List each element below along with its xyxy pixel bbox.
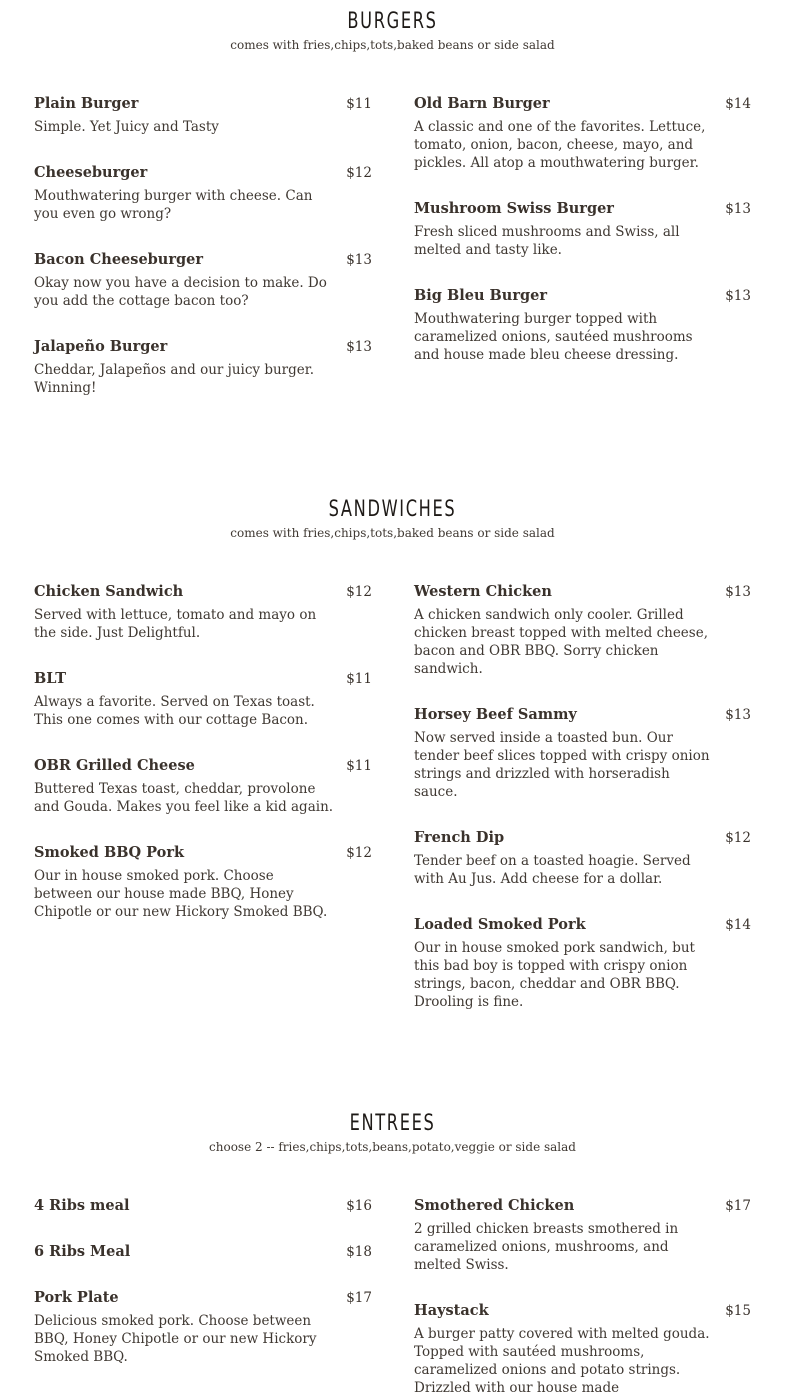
item-name: Horsey Beef Sammy	[414, 706, 577, 723]
item-price: $11	[346, 758, 372, 774]
menu-item	[34, 757, 372, 816]
item-description: A classic and one of the favorites. Lettuce, tomato, onion, bacon, cheese, mayo, and pickles. All atop a mouthwatering burger.	[414, 119, 706, 171]
menu-item	[414, 200, 751, 259]
menu-item	[34, 251, 372, 310]
menu-item	[414, 1302, 751, 1396]
item-description: Mouthwatering burger with cheese. Can you even go wrong?	[34, 188, 313, 222]
item-description: 2 grilled chicken breasts smothered in caramelized onions, mushrooms, and melted Swiss.	[414, 1221, 679, 1273]
item-description: Mouthwatering burger topped with caramelized onions, sautéed mushrooms and house made bleu cheese dressing.	[414, 311, 693, 363]
item-description: A burger patty covered with melted gouda. Topped with sautéed mushrooms, caramelized onions and potato strings. Drizzled with our house made	[414, 1326, 710, 1396]
item-price: $12	[346, 845, 372, 861]
item-price: $17	[725, 1198, 751, 1214]
item-description: A chicken sandwich only cooler. Grilled chicken breast topped with melted cheese, bacon and OBR BBQ. Sorry chicken sandwich.	[414, 607, 709, 677]
item-price: $13	[346, 339, 372, 355]
menu-item	[414, 916, 751, 1011]
section-subtitle: comes with fries,chips,tots,baked beans or side salad	[230, 38, 555, 52]
item-price: $13	[725, 288, 751, 304]
item-name: Jalapeño Burger	[34, 338, 168, 355]
menu-item	[34, 164, 372, 223]
menu-item	[414, 1197, 751, 1274]
menu-item	[414, 583, 751, 678]
item-name: Chicken Sandwich	[34, 583, 184, 600]
section-subtitle: comes with fries,chips,tots,baked beans or side salad	[230, 526, 555, 540]
item-description: Simple. Yet Juicy and Tasty	[34, 119, 219, 135]
item-name: Cheeseburger	[34, 164, 148, 181]
item-price: $17	[346, 1290, 372, 1306]
item-price: $18	[346, 1244, 372, 1260]
item-price: $14	[725, 96, 751, 112]
item-description: Okay now you have a decision to make. Do you add the cottage bacon too?	[34, 275, 327, 309]
item-price: $13	[725, 584, 751, 600]
section-title: ENTREES	[349, 1111, 436, 1136]
item-description: Buttered Texas toast, cheddar, provolone and Gouda. Makes you feel like a kid again.	[34, 781, 334, 815]
menu-item	[34, 1243, 372, 1261]
item-name: Plain Burger	[34, 95, 139, 112]
item-description: Fresh sliced mushrooms and Swiss, all melted and tasty like.	[414, 224, 680, 258]
item-name: Old Barn Burger	[414, 95, 550, 112]
item-price: $15	[725, 1303, 751, 1319]
menu-item	[414, 706, 751, 801]
item-price: $12	[346, 165, 372, 181]
item-price: $11	[346, 671, 372, 687]
menu-item	[34, 1197, 372, 1215]
item-description: Always a favorite. Served on Texas toast. This one comes with our cottage Bacon.	[34, 694, 315, 728]
item-name: Bacon Cheeseburger	[34, 251, 203, 268]
item-name: Loaded Smoked Pork	[414, 916, 586, 933]
menu-item	[414, 95, 751, 172]
section-title: BURGERS	[347, 9, 438, 34]
section-subtitle: choose 2 -- fries,chips,tots,beans,potato,veggie or side salad	[209, 1140, 576, 1154]
menu-item	[414, 829, 751, 888]
menu-item	[34, 583, 372, 642]
item-price: $13	[346, 252, 372, 268]
item-price: $13	[725, 201, 751, 217]
item-name: 4 Ribs meal	[34, 1197, 130, 1214]
item-price: $16	[346, 1198, 372, 1214]
section-burgers	[0, 9, 785, 53]
menu-item	[34, 338, 372, 397]
item-description: Our in house smoked pork sandwich, but this bad boy is topped with crispy onion strings, bacon, cheddar and OBR BBQ. Drooling is fine.	[414, 940, 695, 1010]
item-price: $12	[725, 830, 751, 846]
item-description: Tender beef on a toasted hoagie. Served with Au Jus. Add cheese for a dollar.	[414, 853, 691, 887]
item-name: Smoked BBQ Pork	[34, 844, 185, 861]
item-name: OBR Grilled Cheese	[34, 757, 195, 774]
item-name: French Dip	[414, 829, 505, 846]
item-description: Served with lettuce, tomato and mayo on the side. Just Delightful.	[34, 607, 317, 641]
item-price: $13	[725, 707, 751, 723]
menu-item	[34, 95, 372, 136]
item-price: $12	[346, 584, 372, 600]
menu-item	[414, 287, 751, 364]
section-title: SANDWICHES	[328, 497, 457, 522]
item-price: $11	[346, 96, 372, 112]
section-sandwiches	[0, 497, 785, 541]
item-name: Smothered Chicken	[414, 1197, 575, 1214]
item-name: Haystack	[414, 1302, 489, 1319]
menu-item	[34, 844, 372, 921]
section-entrees	[0, 1111, 785, 1155]
item-name: Western Chicken	[414, 583, 552, 600]
item-description: Our in house smoked pork. Choose between our house made BBQ, Honey Chipotle or our new Hickory Smoked BBQ.	[34, 868, 328, 920]
item-name: Mushroom Swiss Burger	[414, 200, 614, 217]
item-description: Now served inside a toasted bun. Our tender beef slices topped with crispy onion strings and drizzled with horseradish sauce.	[414, 730, 710, 800]
item-name: 6 Ribs Meal	[34, 1243, 131, 1260]
item-name: Pork Plate	[34, 1289, 119, 1306]
item-description: Cheddar, Jalapeños and our juicy burger. Winning!	[34, 362, 314, 396]
item-name: BLT	[34, 670, 67, 687]
menu-item	[34, 1289, 372, 1366]
menu-item	[34, 670, 372, 729]
item-price: $14	[725, 917, 751, 933]
item-name: Big Bleu Burger	[414, 287, 547, 304]
item-description: Delicious smoked pork. Choose between BBQ, Honey Chipotle or our new Hickory Smoked BBQ.	[34, 1313, 317, 1365]
